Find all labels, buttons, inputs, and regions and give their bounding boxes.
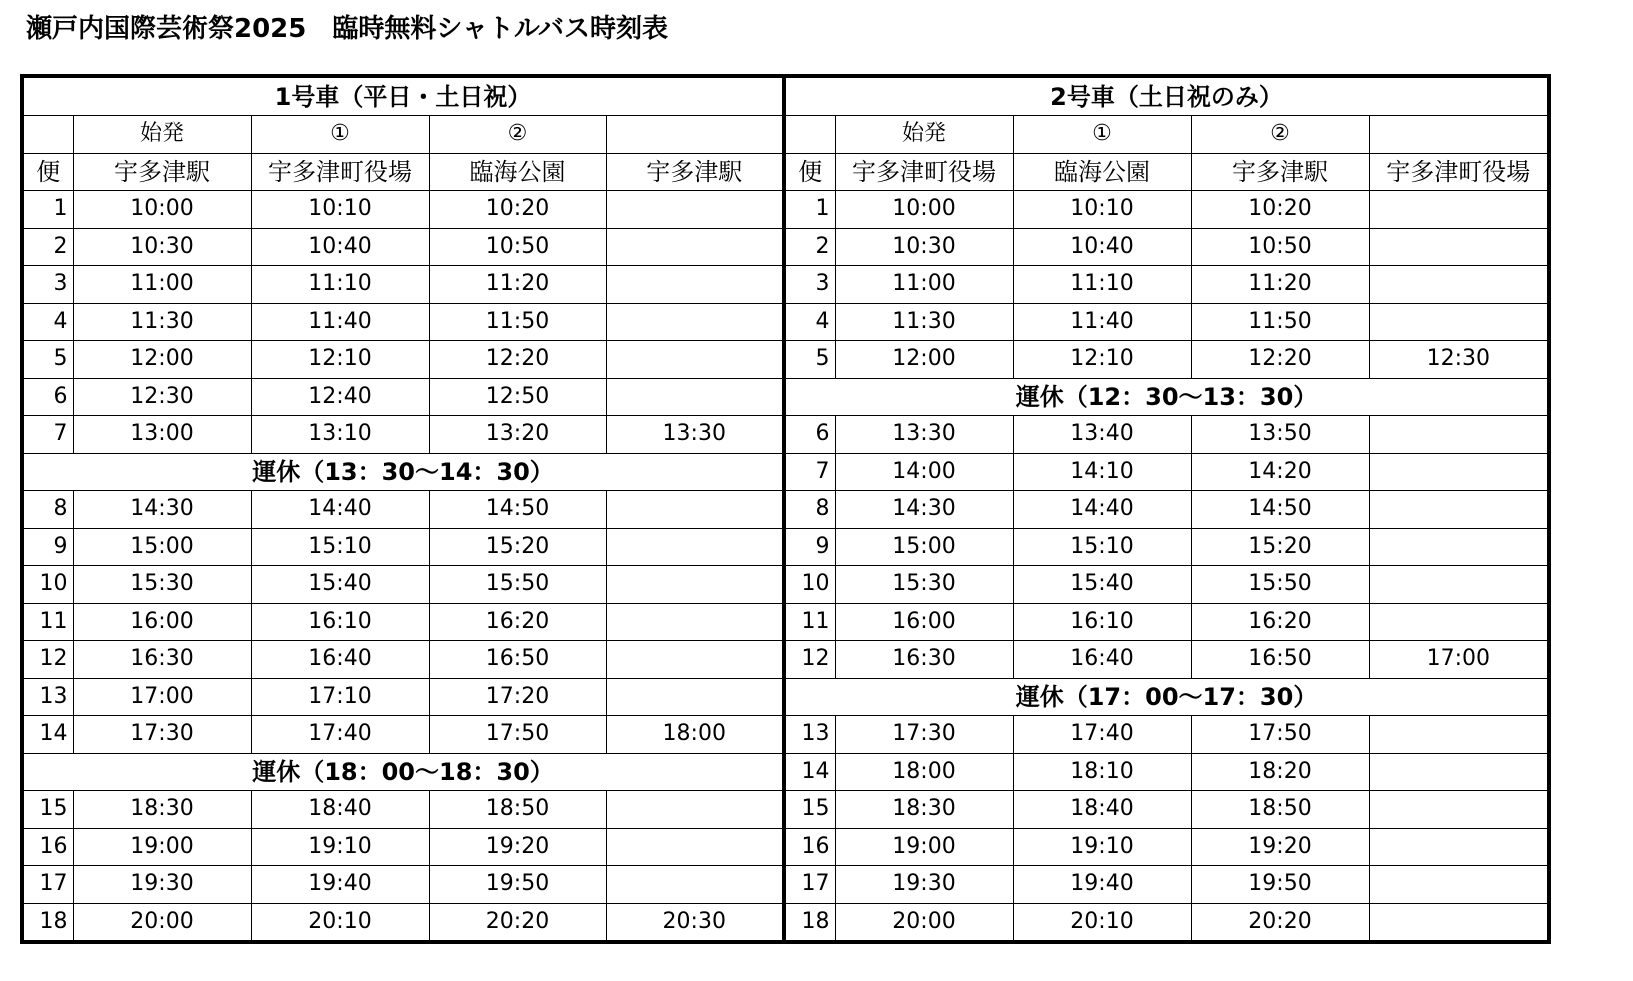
time-cell: 19:30 [835, 866, 1013, 904]
time-cell: 15:50 [1191, 566, 1369, 604]
station-name: 宇多津駅 [73, 153, 251, 191]
time-cell: 17:20 [429, 678, 606, 716]
timetable-row [784, 528, 1549, 566]
bin-number: 12 [784, 641, 835, 679]
bin-number: 2 [22, 228, 73, 266]
time-cell: 18:40 [251, 791, 429, 829]
time-cell: 15:20 [1191, 528, 1369, 566]
suspension-notice: 運休（13：30～14：30） [22, 453, 784, 491]
bin-number: 8 [784, 491, 835, 529]
time-cell: 19:50 [1191, 866, 1369, 904]
time-cell: 10:10 [251, 191, 429, 229]
time-cell [606, 678, 784, 716]
time-cell: 19:30 [73, 866, 251, 904]
time-cell: 12:50 [429, 378, 606, 416]
time-cell: 14:30 [835, 491, 1013, 529]
time-cell: 16:20 [429, 603, 606, 641]
bin-number: 1 [22, 191, 73, 229]
suspension-notice: 運休（12：30～13：30） [784, 378, 1549, 416]
time-cell: 19:10 [1013, 828, 1191, 866]
bin-number: 10 [784, 566, 835, 604]
bus2-timetable [782, 74, 1551, 944]
time-cell: 15:10 [1013, 528, 1191, 566]
time-cell: 14:40 [1013, 491, 1191, 529]
timetable-row [784, 266, 1549, 304]
suspension-row [784, 378, 1549, 416]
time-cell: 13:30 [606, 416, 784, 454]
bus2-name: 2号車（土日祝のみ） [784, 76, 1549, 116]
bin-number: 14 [784, 753, 835, 791]
bin-number: 5 [784, 341, 835, 379]
time-cell: 16:00 [73, 603, 251, 641]
time-cell [1369, 753, 1549, 791]
bin-number: 18 [22, 903, 73, 942]
timetable-row [22, 903, 784, 942]
time-cell: 13:40 [1013, 416, 1191, 454]
time-cell: 18:30 [835, 791, 1013, 829]
time-cell: 15:30 [73, 566, 251, 604]
blank-cell [1369, 116, 1549, 154]
time-cell: 14:30 [73, 491, 251, 529]
timetable-row [784, 753, 1549, 791]
bin-number: 14 [22, 716, 73, 754]
start-header: 始発 [835, 116, 1013, 154]
time-cell: 12:00 [73, 341, 251, 379]
station-name: 宇多津駅 [606, 153, 784, 191]
time-cell [606, 491, 784, 529]
time-cell [1369, 416, 1549, 454]
bus1-name: 1号車（平日・土日祝） [22, 76, 784, 116]
timetable-row [784, 791, 1549, 829]
bin-number: 6 [22, 378, 73, 416]
time-cell: 12:10 [1013, 341, 1191, 379]
time-cell: 10:50 [429, 228, 606, 266]
time-cell [606, 266, 784, 304]
time-cell: 11:50 [429, 303, 606, 341]
time-cell: 16:10 [251, 603, 429, 641]
timetable-row [22, 191, 784, 229]
bin-number: 9 [22, 528, 73, 566]
time-cell: 11:30 [73, 303, 251, 341]
time-cell: 14:50 [1191, 491, 1369, 529]
timetable-row [784, 641, 1549, 679]
time-cell: 12:30 [73, 378, 251, 416]
bin-number: 10 [22, 566, 73, 604]
time-cell: 12:10 [251, 341, 429, 379]
time-cell [1369, 828, 1549, 866]
time-cell [1369, 266, 1549, 304]
bin-header: 便 [22, 153, 73, 191]
timetable-row [22, 791, 784, 829]
time-cell [606, 603, 784, 641]
time-cell: 16:10 [1013, 603, 1191, 641]
timetable-row [784, 341, 1549, 379]
time-cell: 12:20 [1191, 341, 1369, 379]
time-cell: 19:00 [835, 828, 1013, 866]
time-cell: 18:00 [606, 716, 784, 754]
time-cell: 12:00 [835, 341, 1013, 379]
bin-number: 15 [784, 791, 835, 829]
timetable-row [784, 903, 1549, 942]
time-cell [606, 191, 784, 229]
bin-number: 5 [22, 341, 73, 379]
suspension-notice: 運休（17：00～17：30） [784, 678, 1549, 716]
time-cell: 19:20 [429, 828, 606, 866]
station-name: 臨海公園 [429, 153, 606, 191]
time-cell: 10:40 [1013, 228, 1191, 266]
time-cell: 19:00 [73, 828, 251, 866]
time-cell: 20:20 [1191, 903, 1369, 942]
timetable-row [22, 341, 784, 379]
time-cell: 17:50 [429, 716, 606, 754]
time-cell: 15:20 [429, 528, 606, 566]
time-cell [606, 528, 784, 566]
timetable-row [22, 866, 784, 904]
time-cell: 15:50 [429, 566, 606, 604]
timetable-row [784, 453, 1549, 491]
timetable-row [784, 566, 1549, 604]
blank-cell [22, 116, 73, 154]
time-cell: 15:00 [73, 528, 251, 566]
time-cell: 13:00 [73, 416, 251, 454]
time-cell [606, 866, 784, 904]
bin-number: 7 [22, 416, 73, 454]
bin-number: 16 [22, 828, 73, 866]
time-cell: 11:20 [429, 266, 606, 304]
time-cell [1369, 566, 1549, 604]
timetable-row [22, 378, 784, 416]
blank-cell [784, 116, 835, 154]
time-cell: 20:10 [251, 903, 429, 942]
time-cell: 11:50 [1191, 303, 1369, 341]
time-cell [606, 566, 784, 604]
time-cell [606, 791, 784, 829]
timetable-row [22, 228, 784, 266]
suspension-row [784, 678, 1549, 716]
time-cell [1369, 603, 1549, 641]
timetable-row [784, 866, 1549, 904]
time-cell: 10:50 [1191, 228, 1369, 266]
bin-number: 15 [22, 791, 73, 829]
timetable-row [22, 528, 784, 566]
timetable-row [22, 678, 784, 716]
bin-number: 18 [784, 903, 835, 942]
time-cell: 13:10 [251, 416, 429, 454]
time-cell: 10:30 [835, 228, 1013, 266]
timetable-row [22, 566, 784, 604]
timetable-row [22, 266, 784, 304]
time-cell [606, 641, 784, 679]
page-title: 瀬戸内国際芸術祭2025 臨時無料シャトルバス時刻表 [26, 14, 669, 44]
time-cell: 16:30 [835, 641, 1013, 679]
time-cell: 20:20 [429, 903, 606, 942]
timetable-row [784, 303, 1549, 341]
time-cell: 14:20 [1191, 453, 1369, 491]
station-name: 宇多津町役場 [251, 153, 429, 191]
start-header: 始発 [73, 116, 251, 154]
time-cell: 17:50 [1191, 716, 1369, 754]
timetable-row [784, 191, 1549, 229]
time-cell: 17:10 [251, 678, 429, 716]
bin-number: 6 [784, 416, 835, 454]
time-cell: 18:40 [1013, 791, 1191, 829]
timetable-row [22, 303, 784, 341]
time-cell [606, 828, 784, 866]
time-cell: 12:20 [429, 341, 606, 379]
time-cell: 10:00 [835, 191, 1013, 229]
time-cell: 16:50 [429, 641, 606, 679]
bin-number: 13 [784, 716, 835, 754]
bin-number: 16 [784, 828, 835, 866]
time-cell: 11:40 [251, 303, 429, 341]
stop2-header: ② [429, 116, 606, 154]
bin-number: 11 [22, 603, 73, 641]
time-cell [606, 378, 784, 416]
time-cell [1369, 528, 1549, 566]
time-cell [1369, 191, 1549, 229]
time-cell: 15:40 [1013, 566, 1191, 604]
stop2-header: ② [1191, 116, 1369, 154]
bin-header: 便 [784, 153, 835, 191]
bus1-timetable [20, 74, 786, 944]
timetable-row [784, 828, 1549, 866]
time-cell: 16:40 [1013, 641, 1191, 679]
time-cell: 12:40 [251, 378, 429, 416]
time-cell: 13:30 [835, 416, 1013, 454]
time-cell [1369, 791, 1549, 829]
time-cell: 15:30 [835, 566, 1013, 604]
bin-number: 3 [22, 266, 73, 304]
time-cell: 10:10 [1013, 191, 1191, 229]
bin-number: 17 [784, 866, 835, 904]
time-cell: 11:10 [1013, 266, 1191, 304]
time-cell: 18:00 [835, 753, 1013, 791]
time-cell: 15:10 [251, 528, 429, 566]
time-cell: 14:00 [835, 453, 1013, 491]
timetable-row [784, 491, 1549, 529]
bin-number: 2 [784, 228, 835, 266]
timetable-row [784, 228, 1549, 266]
timetable-row [22, 603, 784, 641]
bin-number: 3 [784, 266, 835, 304]
time-cell: 17:40 [251, 716, 429, 754]
time-cell: 18:50 [429, 791, 606, 829]
time-cell: 14:40 [251, 491, 429, 529]
timetable-row [22, 828, 784, 866]
time-cell: 14:10 [1013, 453, 1191, 491]
time-cell: 17:30 [73, 716, 251, 754]
time-cell: 10:20 [429, 191, 606, 229]
station-name: 臨海公園 [1013, 153, 1191, 191]
time-cell [1369, 903, 1549, 942]
bin-number: 12 [22, 641, 73, 679]
time-cell: 19:40 [1013, 866, 1191, 904]
time-cell [1369, 303, 1549, 341]
time-cell [606, 228, 784, 266]
blank-cell [606, 116, 784, 154]
bin-number: 8 [22, 491, 73, 529]
stop1-header: ① [251, 116, 429, 154]
bin-number: 17 [22, 866, 73, 904]
time-cell: 20:10 [1013, 903, 1191, 942]
timetable-row [22, 641, 784, 679]
time-cell [1369, 866, 1549, 904]
time-cell: 10:20 [1191, 191, 1369, 229]
time-cell: 16:40 [251, 641, 429, 679]
time-cell: 16:50 [1191, 641, 1369, 679]
suspension-notice: 運休（18：00～18：30） [22, 753, 784, 791]
time-cell [1369, 716, 1549, 754]
time-cell: 16:20 [1191, 603, 1369, 641]
time-cell: 11:40 [1013, 303, 1191, 341]
suspension-row [22, 753, 784, 791]
timetable-row [22, 716, 784, 754]
time-cell [1369, 491, 1549, 529]
time-cell: 16:30 [73, 641, 251, 679]
time-cell: 18:20 [1191, 753, 1369, 791]
time-cell: 11:10 [251, 266, 429, 304]
station-name: 宇多津町役場 [1369, 153, 1549, 191]
time-cell: 18:10 [1013, 753, 1191, 791]
time-cell: 20:30 [606, 903, 784, 942]
time-cell: 19:20 [1191, 828, 1369, 866]
time-cell: 11:20 [1191, 266, 1369, 304]
station-name: 宇多津町役場 [835, 153, 1013, 191]
time-cell: 11:00 [835, 266, 1013, 304]
bin-number: 1 [784, 191, 835, 229]
time-cell: 19:40 [251, 866, 429, 904]
time-cell: 19:10 [251, 828, 429, 866]
time-cell: 20:00 [73, 903, 251, 942]
time-cell: 10:40 [251, 228, 429, 266]
bin-number: 9 [784, 528, 835, 566]
time-cell: 17:00 [73, 678, 251, 716]
time-cell: 10:00 [73, 191, 251, 229]
time-cell: 18:50 [1191, 791, 1369, 829]
time-cell: 15:40 [251, 566, 429, 604]
time-cell: 11:30 [835, 303, 1013, 341]
time-cell: 20:00 [835, 903, 1013, 942]
time-cell: 15:00 [835, 528, 1013, 566]
bin-number: 13 [22, 678, 73, 716]
stop1-header: ① [1013, 116, 1191, 154]
bin-number: 4 [22, 303, 73, 341]
time-cell [606, 341, 784, 379]
time-cell [1369, 228, 1549, 266]
station-name: 宇多津駅 [1191, 153, 1369, 191]
time-cell: 18:30 [73, 791, 251, 829]
time-cell [606, 303, 784, 341]
timetable-row [22, 491, 784, 529]
bus2-rows [784, 191, 1549, 943]
bin-number: 7 [784, 453, 835, 491]
timetable-row [784, 416, 1549, 454]
time-cell: 19:50 [429, 866, 606, 904]
time-cell: 13:20 [429, 416, 606, 454]
bin-number: 11 [784, 603, 835, 641]
bin-number: 4 [784, 303, 835, 341]
timetable-row [784, 716, 1549, 754]
time-cell: 11:00 [73, 266, 251, 304]
timetable-row [22, 416, 784, 454]
time-cell: 17:30 [835, 716, 1013, 754]
time-cell: 17:00 [1369, 641, 1549, 679]
bus1-rows [22, 191, 784, 943]
time-cell [1369, 453, 1549, 491]
time-cell: 12:30 [1369, 341, 1549, 379]
time-cell: 17:40 [1013, 716, 1191, 754]
suspension-row [22, 453, 784, 491]
timetable-row [784, 603, 1549, 641]
time-cell: 13:50 [1191, 416, 1369, 454]
time-cell: 16:00 [835, 603, 1013, 641]
time-cell: 14:50 [429, 491, 606, 529]
time-cell: 10:30 [73, 228, 251, 266]
